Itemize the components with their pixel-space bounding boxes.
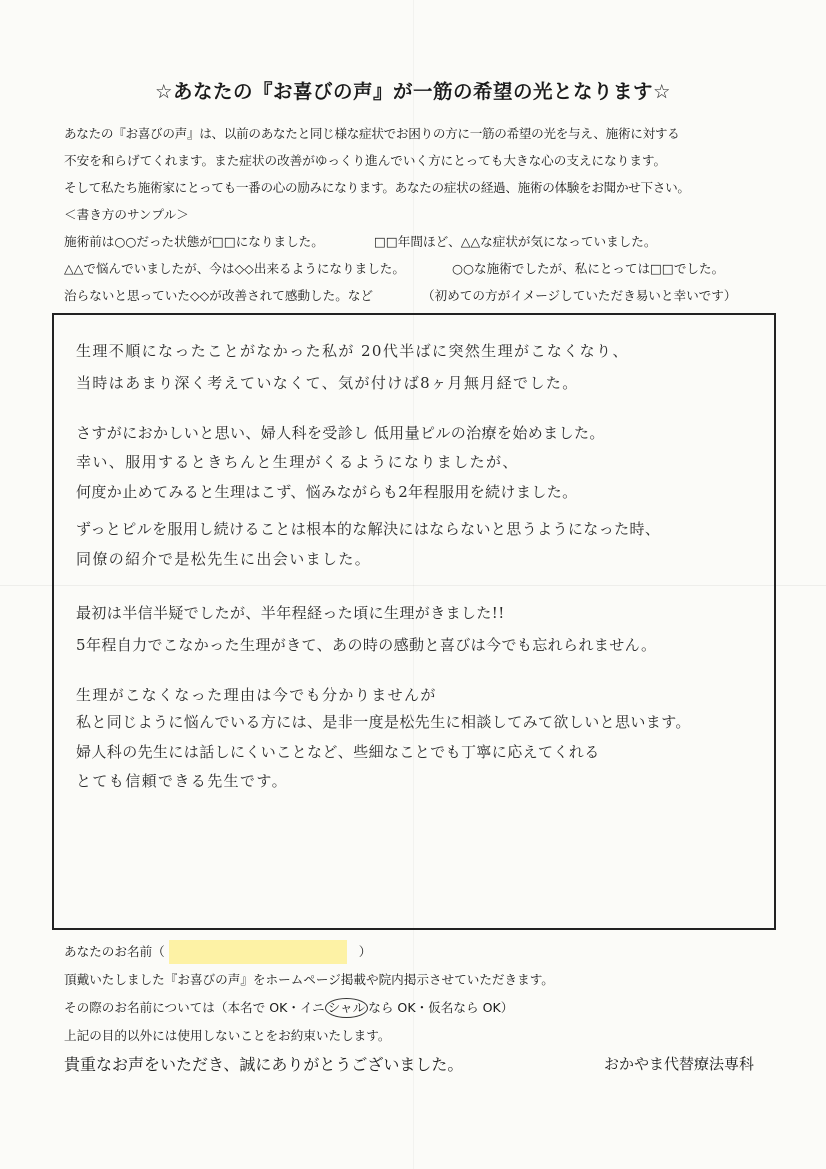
- name-policy: [64, 994, 784, 1022]
- circled-option-initials[interactable]: シャル: [325, 998, 369, 1018]
- sample-row: [64, 282, 784, 309]
- name-policy-prefix: その際のお名前については（本名で OK・イニ: [64, 1000, 325, 1015]
- sample-heading: ＜書き方のサンプル＞: [64, 207, 189, 222]
- sample-text: （初めての方がイメージしていただき易いと幸いです）: [422, 288, 737, 303]
- sample-text: ○○な施術でしたが、私にとっては□□でした。: [452, 261, 725, 276]
- footer-notes: [64, 938, 784, 1050]
- name-row: [64, 938, 784, 966]
- sample-text: □□年間ほど、△△な症状が気になっていました。: [374, 234, 657, 249]
- sample-text: △△で悩んでいましたが、今は◇◇出来るようになりました。: [64, 261, 405, 276]
- handwritten-line: 婦人科の先生には話しにくいことなど、些細なことでも丁寧に応えてくれる: [76, 743, 600, 761]
- sample-row: [64, 255, 784, 282]
- handwritten-line: 最初は半信半疑でしたが、半年程経った頃に生理がきました!!: [76, 604, 505, 622]
- handwritten-line: 私と同じように悩んでいる方には、是非一度是松先生に相談してみて欲しいと思います。: [76, 713, 691, 731]
- handwritten-line: ずっとピルを服用し続けることは根本的な解決にはならないと思うようになった時、: [76, 520, 661, 538]
- handwritten-line: 何度か止めてみると生理はこず、悩みながらも2年程服用を続けました。: [76, 483, 578, 501]
- name-policy-suffix: なら OK・仮名なら OK）: [368, 1000, 514, 1015]
- sample-row: [64, 228, 784, 255]
- intro-line: 不安を和らげてくれます。また症状の改善がゆっくり進んでいく方にとっても大きな心の支えになります。: [64, 153, 667, 168]
- handwritten-line: とても信頼できる先生です。: [76, 772, 289, 790]
- sample-text: 治らないと思っていた◇◇が改善されて感動した。など: [64, 288, 374, 303]
- sample-text: 施術前は○○だった状態が□□になりました。: [64, 234, 324, 249]
- page-title: ☆あなたの『お喜びの声』が一筋の希望の光となります☆: [155, 80, 671, 103]
- handwritten-line: 当時はあまり深く考えていなくて、気が付けば8ヶ月無月経でした。: [76, 374, 579, 392]
- clinic-name: おかやま代替療法専科: [603, 1055, 754, 1073]
- publish-notice: 頂戴いたしました『お喜びの声』をホームページ掲載や院内掲示させていただきます。: [64, 972, 554, 987]
- intro-line: そして私たち施術家にとっても一番の心の励みになります。あなたの症状の経過、施術の体験をお聞かせ下さい。: [64, 180, 690, 195]
- name-close-paren: ）: [358, 944, 372, 959]
- name-label: あなたのお名前（: [64, 944, 165, 959]
- handwritten-line: 生理がこなくなった理由は今でも分かりませんが: [76, 686, 437, 704]
- handwritten-line: 5年程自力でこなかった生理がきて、あの時の感動と喜びは今でも忘れられません。: [76, 636, 657, 654]
- thanks-message: 貴重なお声をいただき、誠にありがとうございました。: [64, 1055, 464, 1074]
- name-field-redacted[interactable]: [169, 940, 347, 964]
- handwritten-line: 同僚の紹介で是松先生に出会いました。: [76, 550, 372, 568]
- privacy-notice: 上記の目的以外には使用しないことをお約束いたします。: [64, 1028, 391, 1043]
- handwritten-line: さすがにおかしいと思い、婦人科を受診し 低用量ピルの治療を始めました。: [76, 424, 605, 442]
- intro-line: あなたの『お喜びの声』は、以前のあなたと同じ様な症状でお困りの方に一筋の希望の光を与え、施術に対する: [64, 126, 680, 141]
- handwritten-line: 幸い、服用するときちんと生理がくるようになりましたが、: [76, 453, 519, 471]
- intro-section: [64, 120, 784, 309]
- handwritten-line: 生理不順になったことがなかった私が 20代半ばに突然生理がこなくなり、: [76, 342, 629, 360]
- closing-row: [64, 1052, 764, 1075]
